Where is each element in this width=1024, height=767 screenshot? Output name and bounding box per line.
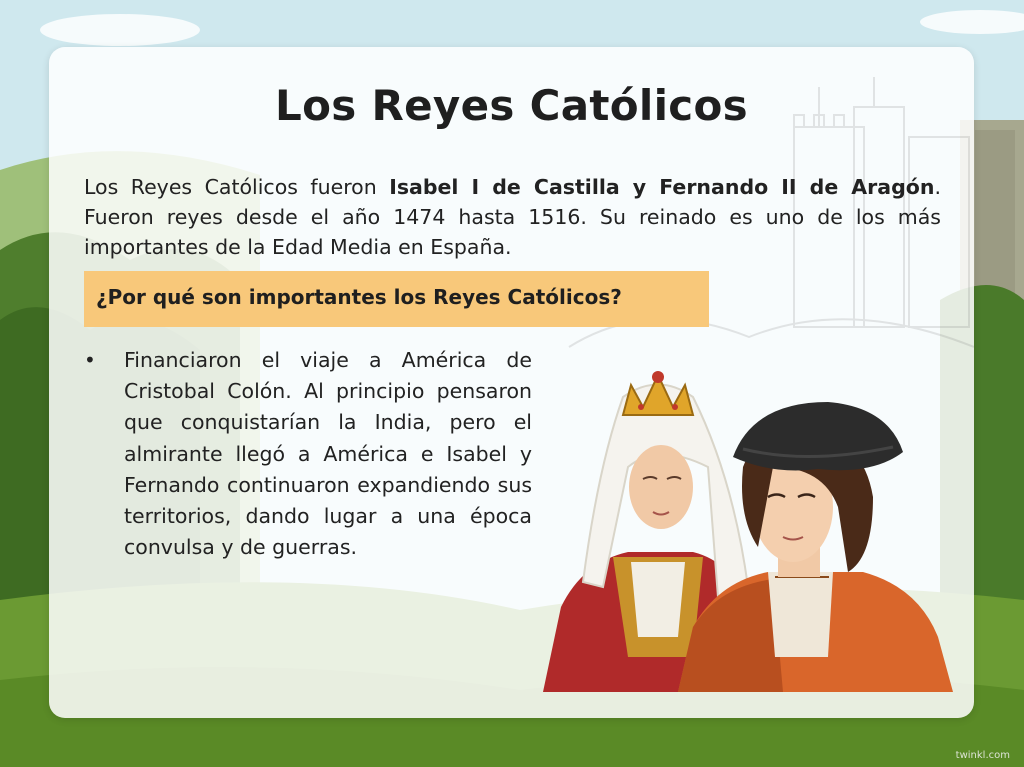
bullet-list [84,345,532,563]
page-title: Los Reyes Católicos [275,81,748,130]
question-banner [84,271,709,327]
question-heading: ¿Por qué son importantes los Reyes Católicos? [96,285,622,309]
content-card [49,47,974,718]
credit-text: twinkl.com [955,750,1010,761]
intro-text-end: . Fueron reyes desde el año 1474 hasta 1516. Su reinado es uno de los más importantes de la Edad Media en España. [84,175,941,259]
intro-paragraph [84,172,941,262]
intro-bold-text: Isabel I de Castilla y Fernando II de Aragón [389,175,935,199]
list-item: Financiaron el viaje a América de Cristobal Colón. Al principio pensaron que conquistarían la India, pero el almirante llegó a América e Isabel y Fernando continuaron expandiendo sus territorios, dando lugar a una época convulsa y de guerras. [124,348,532,560]
portrait-illustration [543,357,968,692]
intro-text: Los Reyes Católicos fueron [84,175,390,199]
bullet-icon: • [84,348,96,372]
